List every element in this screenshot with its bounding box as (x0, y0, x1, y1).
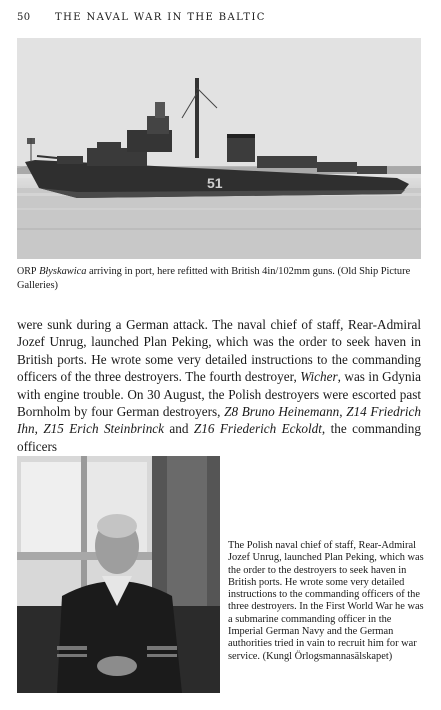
admiral-portrait-photo (17, 456, 220, 693)
ship-z15: Z15 Erich Steinbrinck (43, 421, 165, 437)
body-paragraph (17, 316, 421, 455)
running-title: THE NAVAL WAR IN THE BALTIC (55, 12, 266, 23)
ship-z14: Z14 Friedrich Ihn (17, 404, 421, 437)
page-number: 50 (17, 12, 31, 23)
ship-wicher: Wicher (300, 369, 338, 385)
photo-caption-2: The Polish naval chief of staff, Rear-Admiral Jozef Unrug, launched Plan Peking, which was the order to the destroyers to seek haven in British ports. He wrote some very detailed instructions to the commanding officers of the three destroyers. In the First World War he was a submarine commanding officer in the Imperial German Navy and the German authorities tried in vain to recruit him for war service. (Kungl Örlogsmannasälskapet) (228, 540, 424, 662)
conjunction: and (164, 421, 194, 437)
destroyer-photo (17, 38, 421, 259)
hull-number: 51 (207, 175, 223, 191)
caption-text: arriving in port, here refitted with British 4in/102mm guns. (Old Ship Picture Galleries) (17, 266, 411, 291)
body-text-3: , the commanding officers (17, 421, 421, 454)
page-header (17, 12, 427, 26)
separator-2: , (34, 421, 44, 437)
caption-ship-name: Błyskawica (39, 266, 87, 277)
separator-1: , (339, 404, 347, 420)
ship-z16: Z16 Friederich Eckoldt (193, 421, 322, 437)
body-text-1: were sunk during a German attack. The naval chief of staff, Rear-Admiral Jozef Unrug, launched Plan Peking, which was the order to seek haven in British ports. He wrote some very detailed instructions to the commanding officers of the three destroyers. The fourth destroyer, (17, 317, 421, 385)
ship-z8: Z8 Bruno Heinemann (224, 404, 340, 420)
body-text-2: , was in Gdynia with engine trouble. On 30 August, the Polish destroyers were escorted past Bornholm by four German destroyers, (17, 369, 421, 420)
caption-prefix: ORP (17, 266, 37, 277)
photo-caption-1 (17, 265, 421, 292)
